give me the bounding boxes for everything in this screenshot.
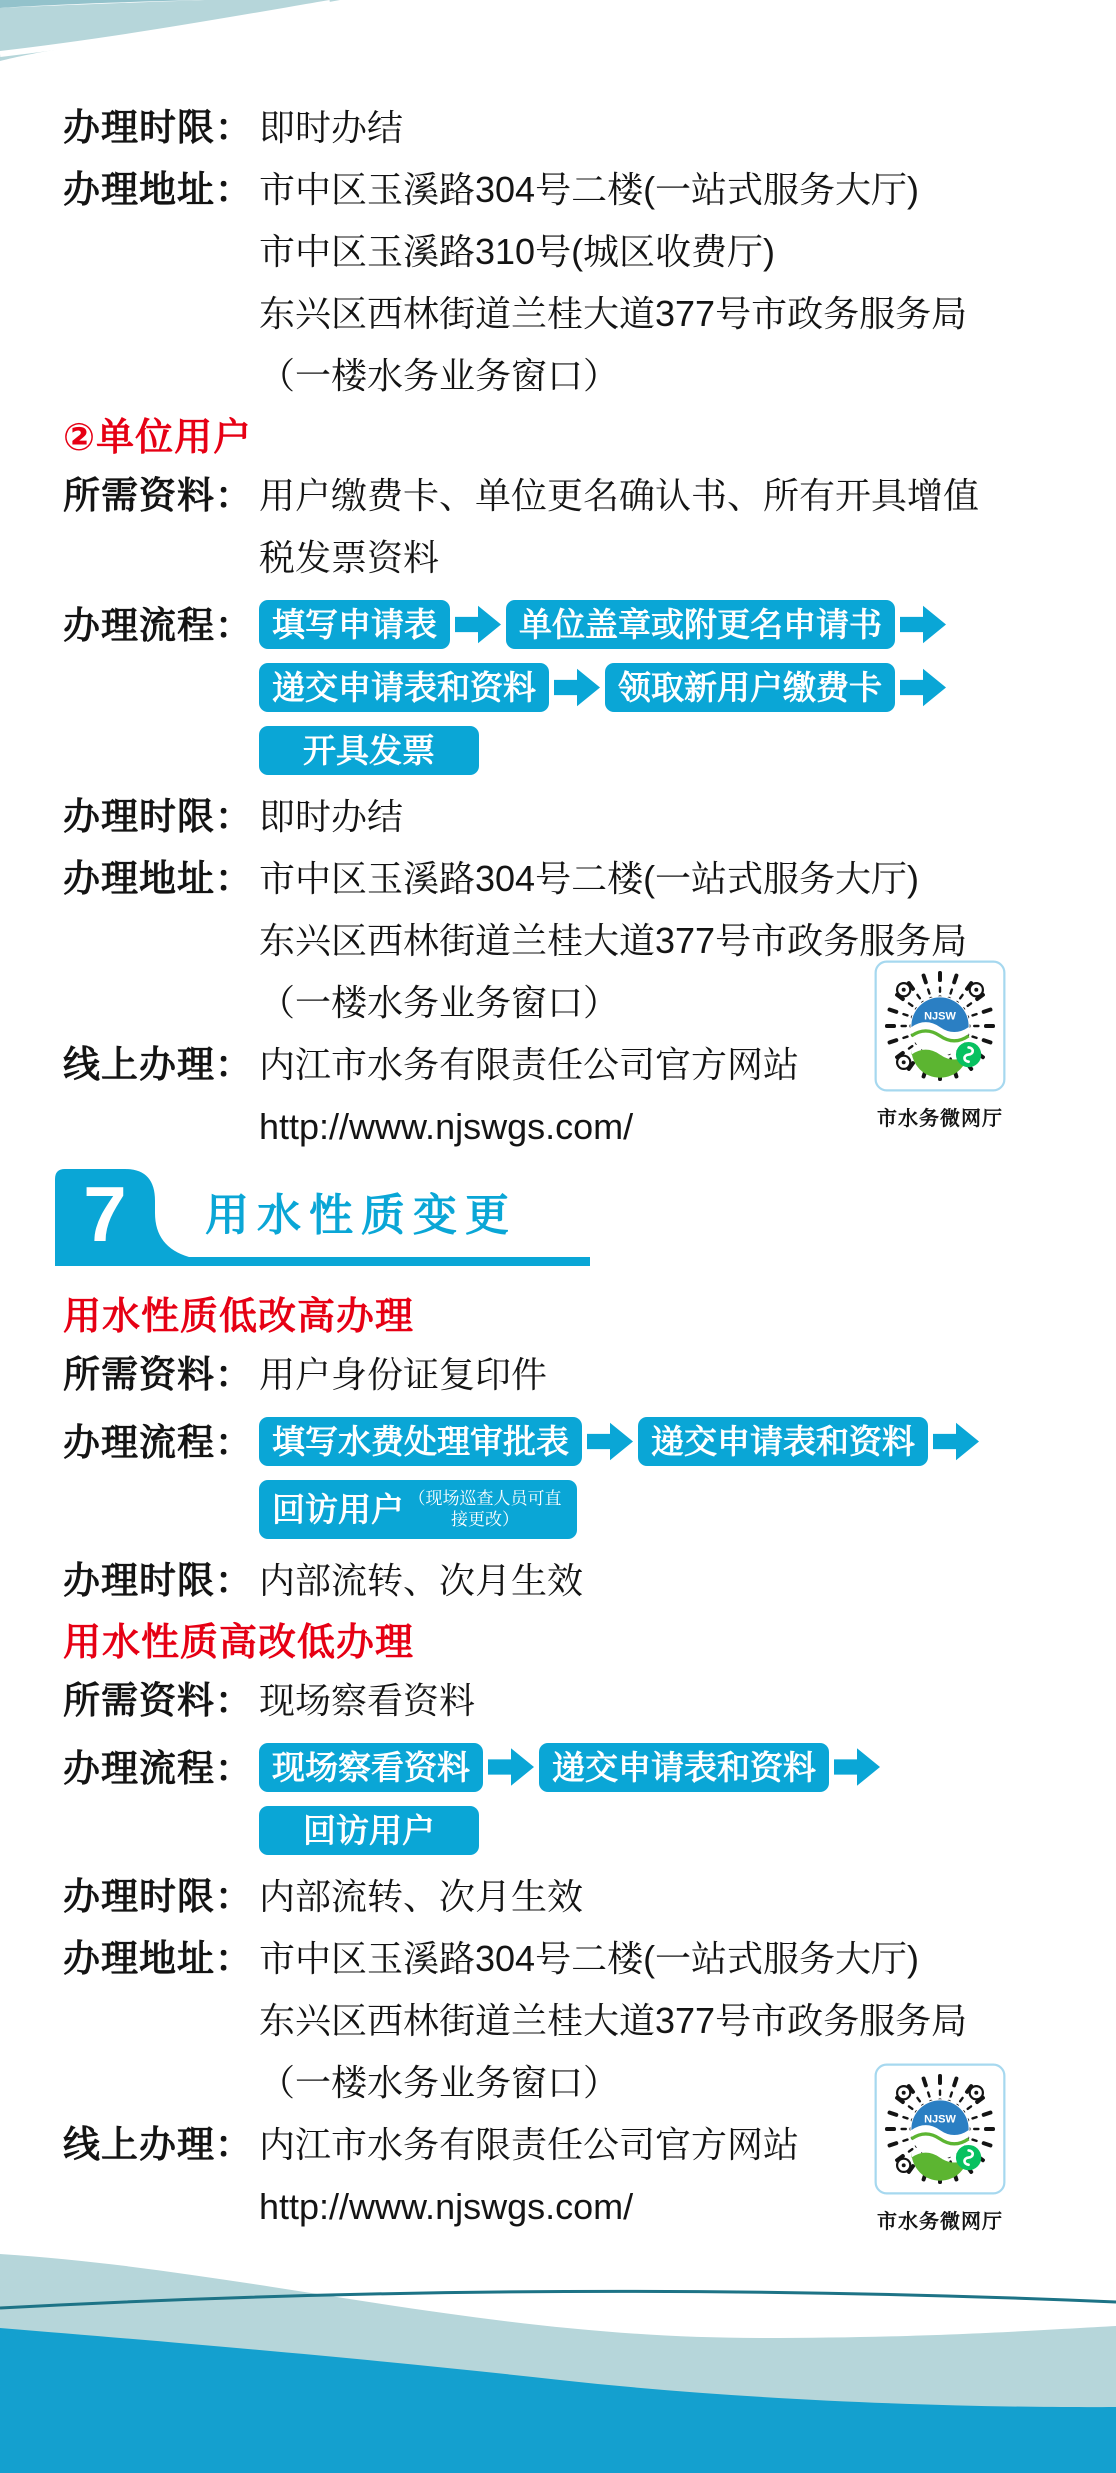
arrow-right-icon [900,668,946,708]
online-site-name: 内江市水务有限责任公司官方网站 [259,2123,800,2165]
process-flow [259,600,1066,775]
flow-line-3 [259,726,1066,775]
mini-program-qr-icon [874,2063,1006,2195]
required-docs-label: 所需资料： [63,1679,253,1721]
address-line: 市中区玉溪路304号二楼(一站式服务大厅) [259,1937,920,1979]
address-label: 办理地址： [63,1937,253,1979]
flow-step: 递交申请表和资料 [259,663,549,712]
arrow-right-icon [834,1747,880,1787]
process-flow-label: 办理流程： [63,605,253,646]
required-docs-line: 税发票资料 [259,537,440,578]
qr-logo-text: NJSW [924,1010,956,1023]
address-label: 办理地址： [63,169,253,210]
required-docs-row [63,1355,1066,1395]
time-label: 办理时限： [63,796,253,837]
required-docs-line: 现场察看资料 [259,1679,476,1721]
address-row [63,859,1066,899]
time-label: 办理时限： [63,1875,253,1917]
section-7-header [55,1169,1066,1273]
time-row [63,1877,1066,1917]
required-docs-label: 所需资料： [63,1354,253,1395]
address-line: 东兴区西林街道兰桂大道377号市政务服务局 [259,920,968,961]
flow-line-1 [259,600,1066,649]
address-line: 市中区玉溪路304号二楼(一站式服务大厅) [259,169,920,210]
flow-step: 开具发票 [259,726,479,775]
high-to-low-heading: 用水性质高改低办理 [63,1621,415,1664]
address-line: 市中区玉溪路310号(城区收费厅) [259,231,776,272]
flow-step: 递交申请表和资料 [539,1743,829,1792]
required-docs-row [63,1681,1066,1721]
process-flow-row [63,1417,1066,1539]
qr-code-block [873,960,1007,1131]
arrow-right-icon [554,668,600,708]
flow-step-followup [259,1480,577,1539]
flow-line-2 [259,1480,1066,1539]
unit-user-heading: ②单位用户 [63,417,253,459]
arrow-right-icon [587,1422,633,1462]
arrow-right-icon [933,1422,979,1462]
mini-program-qr-icon [874,960,1006,1092]
online-url[interactable]: http://www.njswgs.com/ [259,1106,634,1147]
flow-step: 填写水费处理审批表 [259,1417,582,1466]
address-line: （一楼水务业务窗口） [259,982,620,1023]
required-docs-line: 用户缴费卡、单位更名确认书、所有开具增值 [259,475,980,516]
process-flow-label: 办理流程： [63,1422,253,1463]
qr-code-block [873,2063,1007,2234]
address-line: （一楼水务业务窗口） [259,2061,620,2103]
process-flow [259,1743,1066,1855]
qr-caption: 市水务微网厅 [877,1108,1003,1130]
section-number: 7 [83,1170,127,1258]
followup-note: （现场巡查人员可直接更改） [408,1489,562,1530]
required-docs-row [63,476,1066,516]
address-row [63,170,1066,210]
flow-line-2 [259,1806,1066,1855]
flow-step-followup: 回访用户 [259,1806,479,1855]
required-docs-line: 用户身份证复印件 [259,1354,548,1395]
time-row [63,797,1066,837]
time-value: 内部流转、次月生效 [259,1875,584,1917]
address-line: 市中区玉溪路304号二楼(一站式服务大厅) [259,858,920,899]
address-line: 东兴区西林街道兰桂大道377号市政务服务局 [259,293,968,334]
flow-step: 递交申请表和资料 [638,1417,928,1466]
online-label: 线上办理： [63,2123,253,2165]
time-label: 办理时限： [63,1559,253,1601]
time-row [63,108,1066,148]
arrow-right-icon [455,605,501,645]
arrow-right-icon [900,605,946,645]
process-flow-row [63,600,1066,775]
flow-step: 现场察看资料 [259,1743,483,1792]
process-flow [259,1417,1066,1539]
flow-line-1 [259,1743,1066,1792]
flow-line-1 [259,1417,1066,1466]
low-to-high-heading: 用水性质低改高办理 [63,1296,415,1338]
section-title: 用水性质变更 [205,1191,517,1240]
time-row [63,1561,1066,1601]
online-service-block [63,1010,1066,1147]
address-line: （一楼水务业务窗口） [259,355,620,396]
online-service-block [63,2123,1066,2233]
address-line: 东兴区西林街道兰桂大道377号市政务服务局 [259,1999,968,2041]
online-label: 线上办理： [63,1044,253,1085]
flow-step: 填写申请表 [259,600,450,649]
process-flow-label: 办理流程： [63,1747,253,1789]
online-site-name: 内江市水务有限责任公司官方网站 [259,1044,800,1085]
address-row [63,1939,1066,1979]
flow-step: 单位盖章或附更名申请书 [506,600,895,649]
followup-text: 回访用户 [272,1490,404,1528]
time-value: 内部流转、次月生效 [259,1559,584,1601]
bottom-wave-decoration [0,2240,1116,2473]
qr-caption: 市水务微网厅 [877,2210,1003,2233]
online-url[interactable]: http://www.njswgs.com/ [259,2185,634,2227]
required-docs-label: 所需资料： [63,475,253,516]
time-label: 办理时限： [63,107,253,148]
time-value: 即时办结 [259,107,404,148]
flow-line-2 [259,663,1066,712]
process-flow-row [63,1743,1066,1855]
arrow-right-icon [488,1747,534,1787]
flow-step: 领取新用户缴费卡 [605,663,895,712]
address-label: 办理地址： [63,858,253,899]
time-value: 即时办结 [259,796,404,837]
